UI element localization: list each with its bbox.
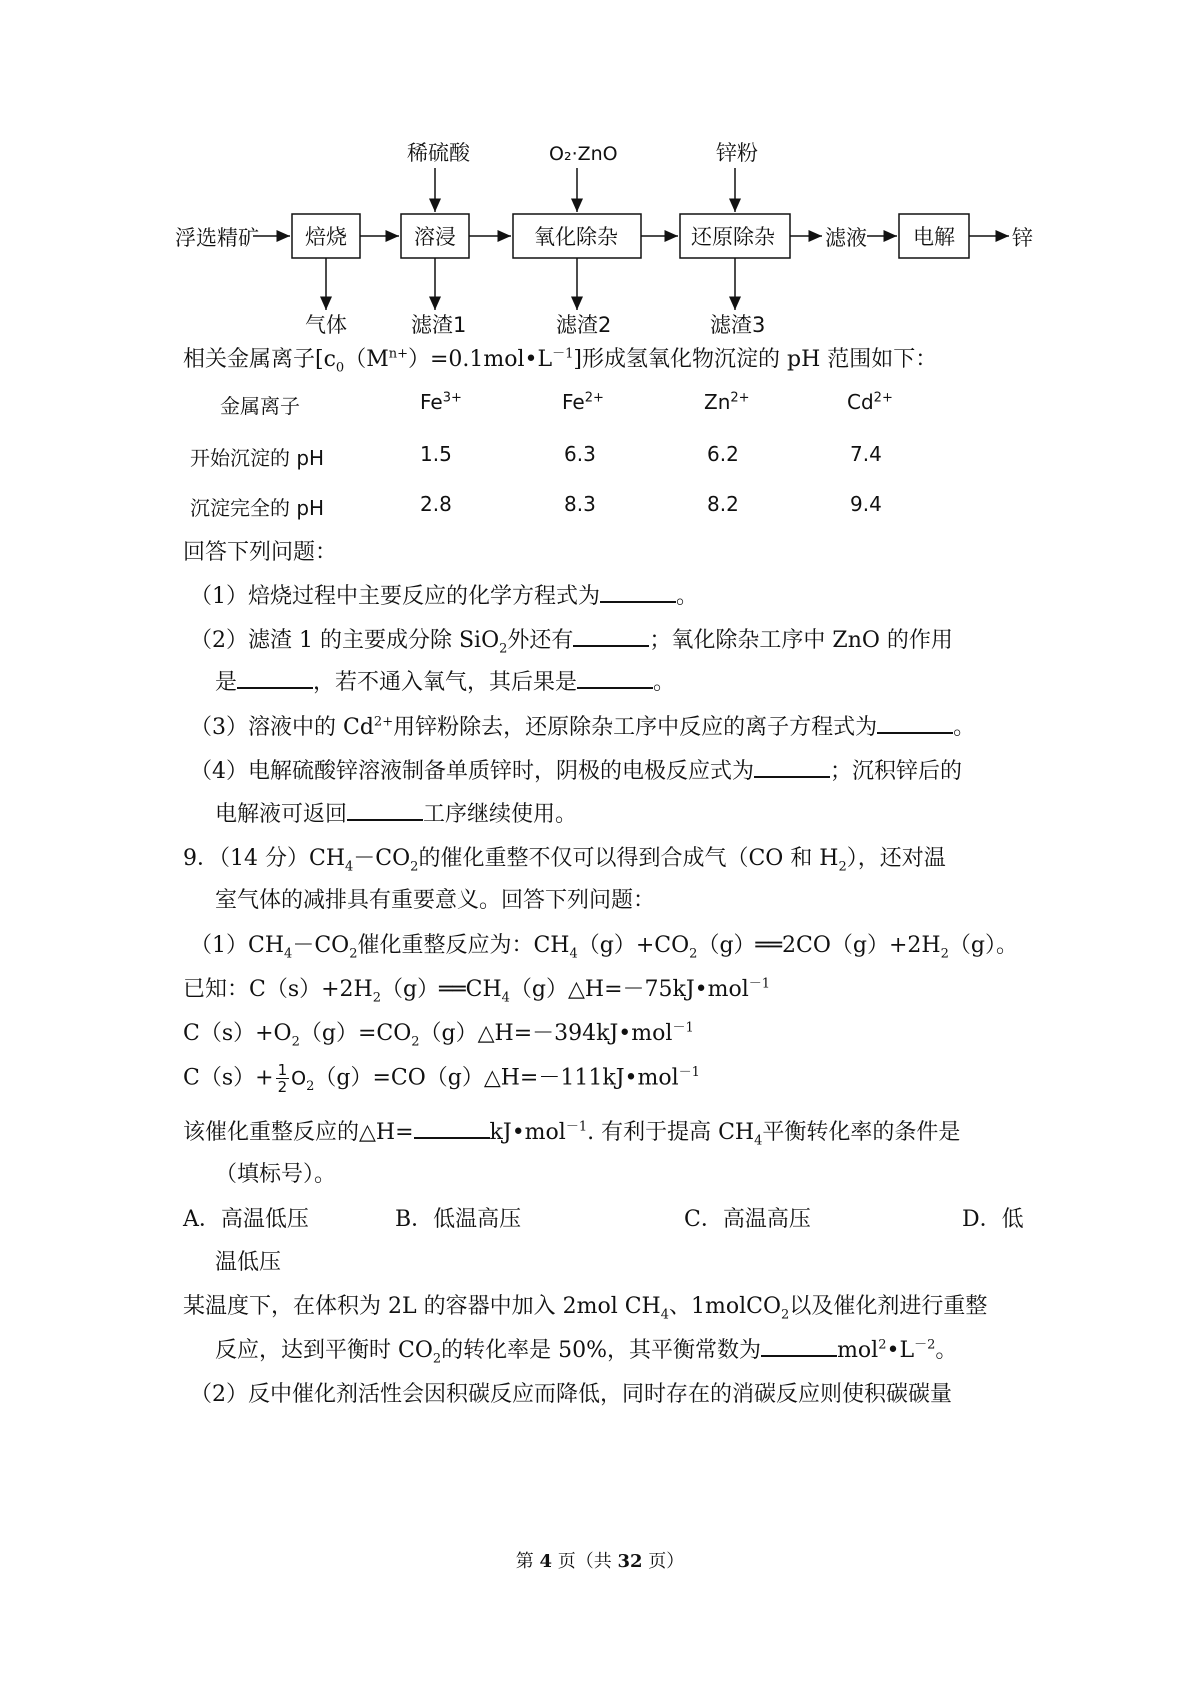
question-2-line1: （2）滤渣 1 的主要成分除 SiO$_2$外还有 ；氧化除杂工序中 ZnO 的作用 bbox=[190, 628, 953, 657]
table-ion-2: $Fe^{2+}$ bbox=[562, 390, 604, 414]
question-9-1: $(1)CH_4-CO_2$催化重整反应为：$CH_4(g)+CO_2(g)══2CO(g)+2H_2(g)$。 bbox=[190, 933, 1018, 962]
table-cell: 7.4 bbox=[850, 442, 882, 466]
known-equation-3: C（s）+ $\frac{1}{2}$ $O_2(g)=CO(g)\triangle H=-111kJ•mol^{-1}$ bbox=[183, 1061, 700, 1096]
question-2-line2: 是 ，若不通入氧气，其后果是 。 bbox=[215, 670, 676, 695]
option-a: A．高温低压 bbox=[183, 1207, 309, 1232]
flow-output-3: 滤渣2 bbox=[556, 313, 612, 337]
step-label-roast: 焙烧 bbox=[305, 225, 347, 249]
flow-input-3: 锌粉 bbox=[716, 141, 758, 165]
equilibrium-question-line1: 某温度下，在体积为 2L 的容器中加入 2mol $CH_4$、1molCO$_2$以及催化剂进行重整 bbox=[183, 1294, 988, 1323]
answer-blank[interactable] bbox=[573, 627, 649, 647]
table-cell: 2.8 bbox=[420, 492, 452, 516]
question-1: （1）焙烧过程中主要反应的化学方程式为 。 bbox=[190, 584, 699, 609]
table-ion-3: $Zn^{2+}$ bbox=[704, 390, 750, 414]
answer-blank[interactable] bbox=[347, 801, 423, 821]
answer-blank[interactable] bbox=[761, 1337, 837, 1357]
step-label-reduce: 还原除杂 bbox=[691, 225, 775, 249]
table-row-label: 沉淀完全的 pH bbox=[190, 496, 325, 520]
table-cell: 6.2 bbox=[707, 442, 739, 466]
flow-start-label: 浮选精矿 bbox=[175, 226, 259, 250]
flow-product-label: 锌 bbox=[1012, 226, 1033, 250]
answer-blank[interactable] bbox=[877, 714, 953, 734]
table-cell: 9.4 bbox=[850, 492, 882, 516]
flow-output-1: 气体 bbox=[305, 313, 347, 337]
answer-blank[interactable] bbox=[577, 669, 653, 689]
table-row-label: 开始沉淀的 pH bbox=[190, 446, 325, 470]
option-b: B．低温高压 bbox=[395, 1207, 522, 1232]
table-header-label: 金属离子 bbox=[220, 394, 300, 418]
answer-blank[interactable] bbox=[754, 758, 830, 778]
step-label-electrolysis: 电解 bbox=[913, 225, 955, 249]
known-equation-2: $C(s)+O_2(g)=CO_2(g)\triangle H=-394kJ•mol^{-1}$ bbox=[183, 1020, 694, 1050]
answer-blank[interactable] bbox=[414, 1119, 490, 1139]
question-9-line1: 9．（14 分）$CH_4-CO_2$的催化重整不仅可以得到合成气（CO 和 $H_2$），还对温 bbox=[183, 846, 946, 875]
answer-blank[interactable] bbox=[600, 583, 676, 603]
half-fraction: $\frac{1}{2}$ bbox=[277, 1061, 288, 1096]
table-cell: 8.2 bbox=[707, 492, 739, 516]
option-d-cont: 温低压 bbox=[215, 1250, 282, 1275]
fill-label: （填标号）。 bbox=[215, 1162, 337, 1187]
flow-output-4: 滤渣3 bbox=[710, 313, 766, 337]
questions-intro: 回答下列问题： bbox=[183, 540, 338, 565]
question-4-line2: 电解液可返回 工序继续使用。 bbox=[215, 802, 578, 827]
question-3: （3）溶液中的 $Cd^{2+}$用锌粉除去，还原除杂工序中反应的离子方程式为 。 bbox=[190, 714, 976, 740]
equilibrium-question-line2: 反应，达到平衡时 $CO_2$的转化率是 50%，其平衡常数为 $mol^2•L^{-2}$。 bbox=[215, 1337, 958, 1367]
flow-input-1: 稀硫酸 bbox=[407, 141, 470, 165]
table-cell: 1.5 bbox=[420, 442, 452, 466]
step-label-leach: 溶浸 bbox=[414, 225, 456, 249]
table-intro: 相关金属离子$[c_0(M^{n+})=0.1mol•L^{-1}]$形成氢氧化物沉淀的 pH 范围如下： bbox=[183, 346, 938, 376]
process-flow-diagram bbox=[175, 140, 1045, 340]
page-footer: 第 4 页（共 32 页） bbox=[515, 1551, 685, 1572]
table-ion-4: $Cd^{2+}$ bbox=[847, 390, 893, 414]
answer-blank[interactable] bbox=[237, 669, 313, 689]
step-label-oxidize: 氧化除杂 bbox=[534, 225, 618, 249]
question-9-line2: 室气体的减排具有重要意义。回答下列问题： bbox=[215, 888, 656, 913]
flow-output-2: 滤渣1 bbox=[411, 313, 467, 337]
option-d: D．低 bbox=[962, 1207, 1024, 1232]
table-ion-1: $Fe^{3+}$ bbox=[420, 390, 462, 414]
option-c: C．高温高压 bbox=[684, 1207, 811, 1232]
table-cell: 8.3 bbox=[564, 492, 596, 516]
question-4-line1: （4）电解硫酸锌溶液制备单质锌时，阴极的电极反应式为 ；沉积锌后的 bbox=[190, 759, 963, 784]
table-cell: 6.3 bbox=[564, 442, 596, 466]
question-9-2: （2）反中催化剂活性会因积碳反应而降低，同时存在的消碳反应则使积碳碳量 bbox=[190, 1382, 952, 1407]
known-equation-1: 已知：$C(s)+2H_2(g)══CH_4(g)\triangle H=-75kJ•mol^{-1}$ bbox=[183, 976, 771, 1006]
delta-h-question: 该催化重整反应的△H= kJ•mol$^{-1}$. 有利于提高 $CH_4$平衡转化率的条件是 bbox=[183, 1119, 961, 1149]
flow-filtrate-label: 滤液 bbox=[825, 226, 867, 250]
flow-input-2: O₂·ZnO bbox=[549, 143, 618, 165]
